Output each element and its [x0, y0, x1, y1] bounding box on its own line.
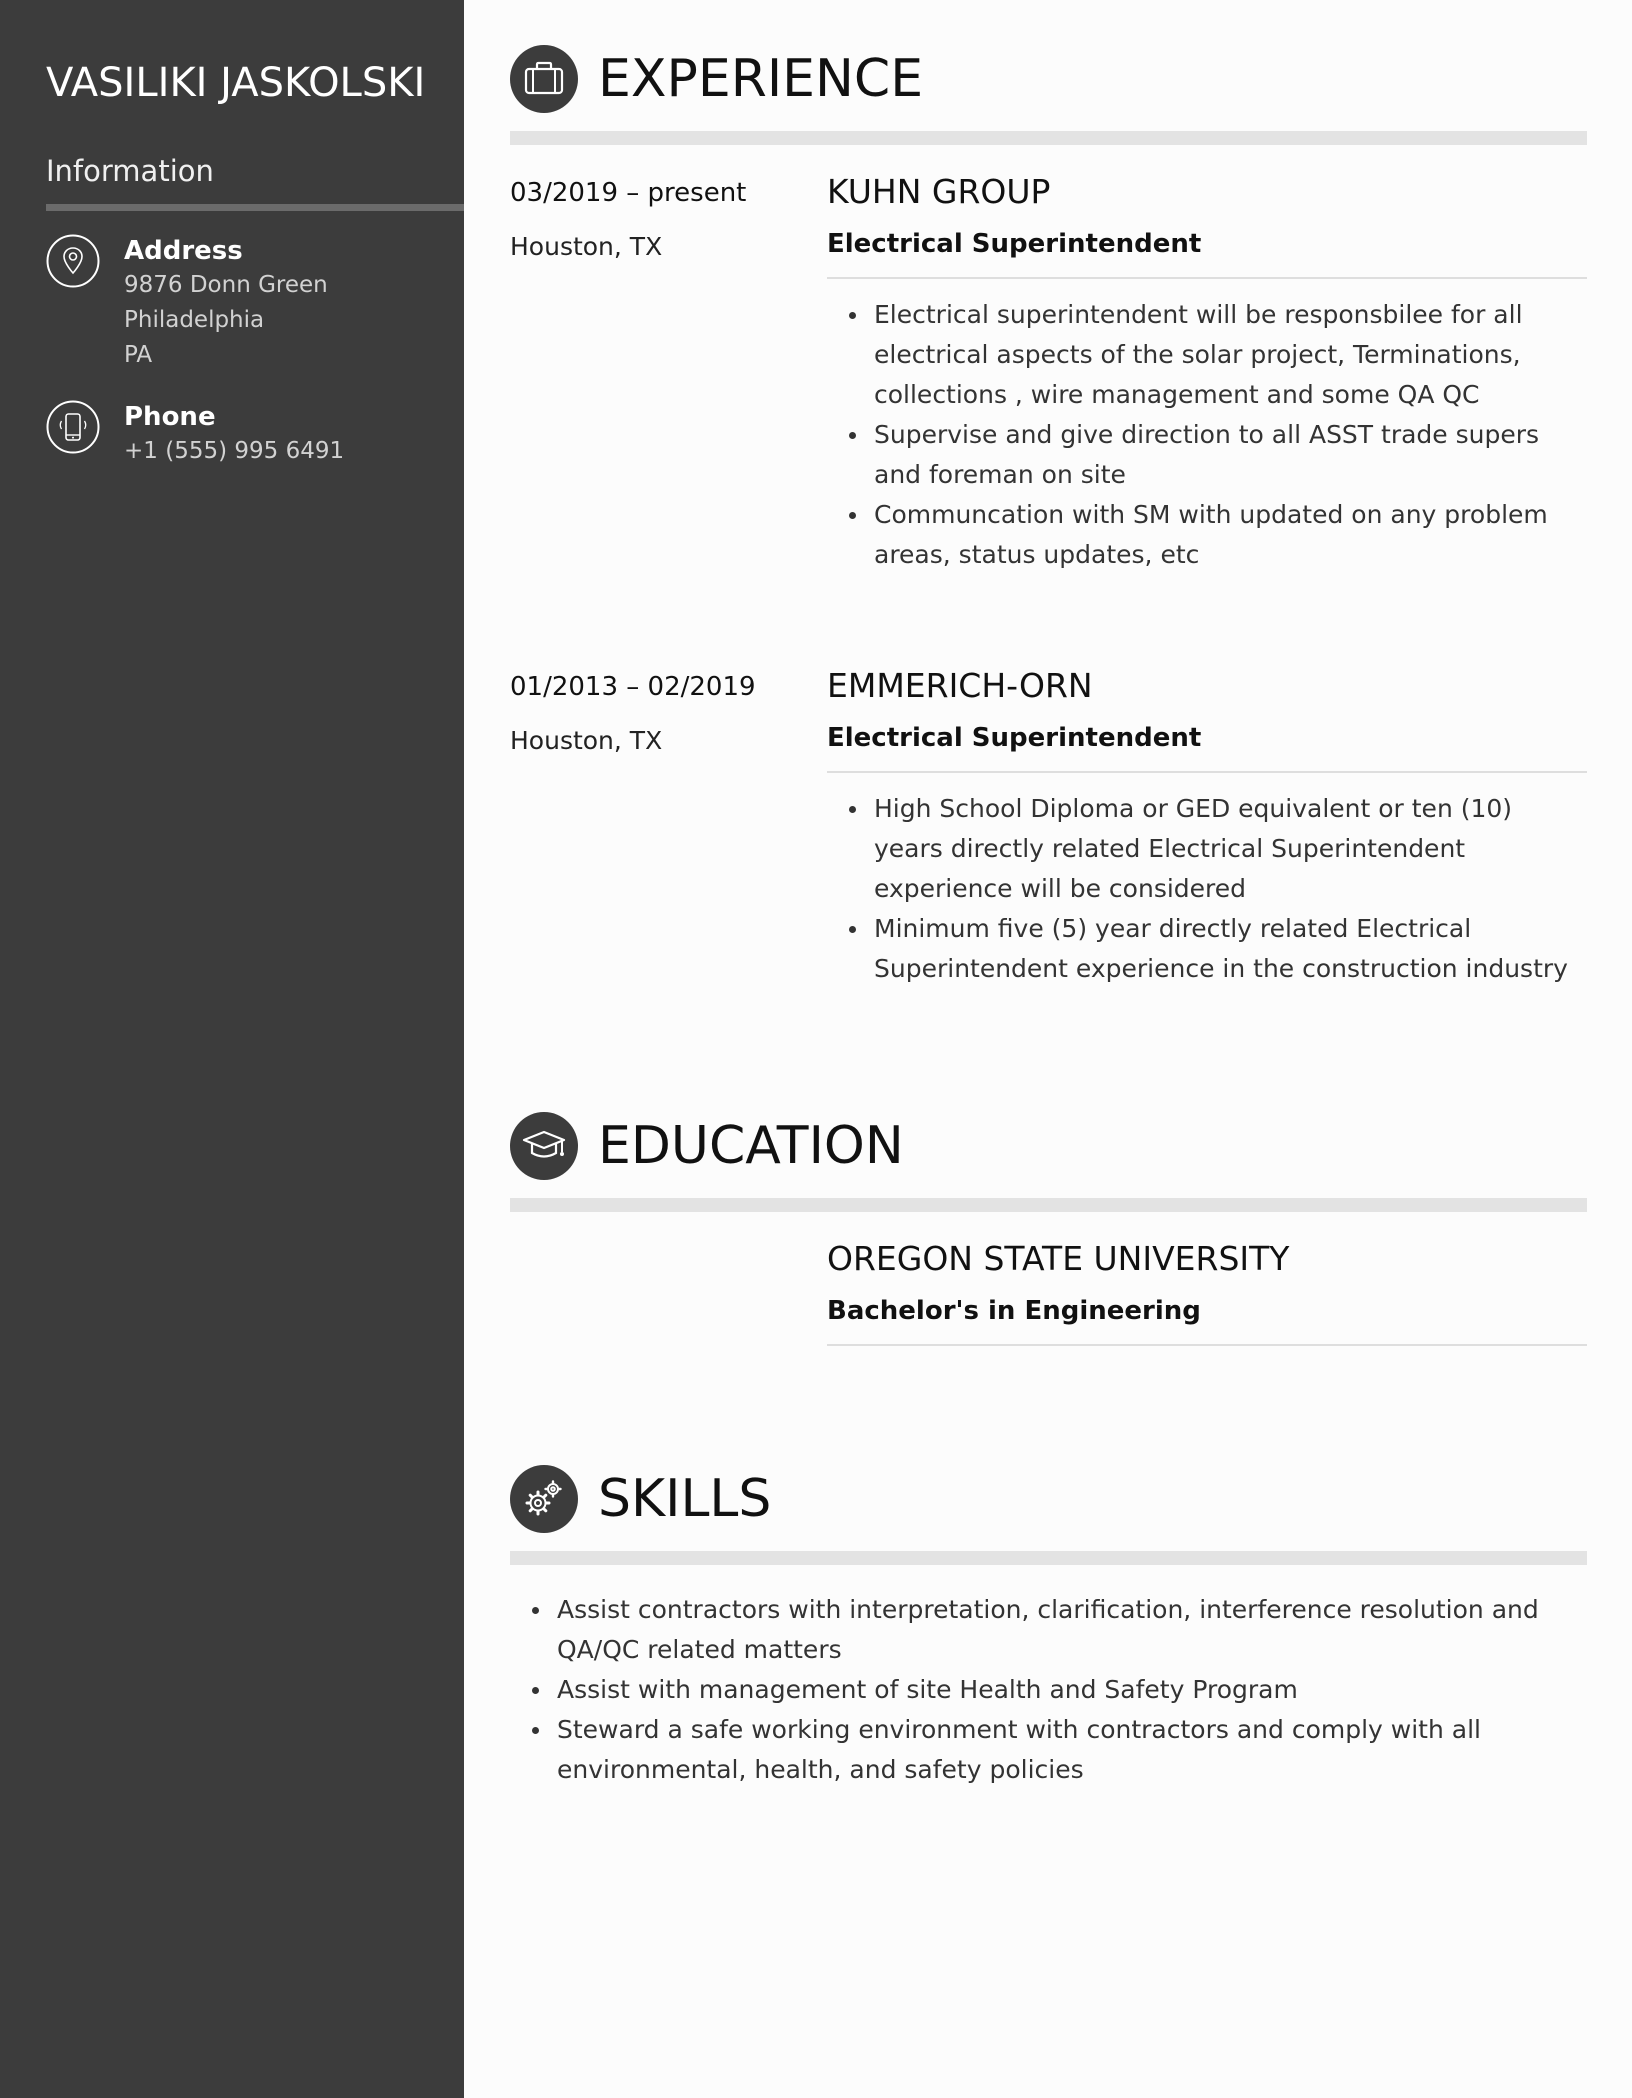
- phone-number: +1 (555) 995 6491: [124, 438, 345, 464]
- job-2-meta: [510, 670, 800, 758]
- list-item: Communcation with SM with updated on any problem areas, status updates, etc: [827, 495, 1587, 575]
- job-1-dates: 03/2019 – present: [510, 178, 747, 208]
- education-divider: [827, 1344, 1587, 1346]
- list-item: Assist contractors with interpretation, clarification, interference resolution and QA/QC related matters: [510, 1590, 1587, 1670]
- education-icon-badge: [510, 1112, 578, 1180]
- list-item: Electrical superintendent will be responsbilee for all electrical aspects of the solar project, Terminations, collections , wire management and some QA QC: [827, 295, 1587, 415]
- job-2-location: Houston, TX: [510, 726, 663, 755]
- experience-rule: [510, 131, 1587, 145]
- job-1-bullets: [827, 295, 1587, 575]
- job-2-company: EMMERICH-ORN: [827, 666, 1093, 705]
- education-school: OREGON STATE UNIVERSITY: [827, 1239, 1290, 1278]
- information-divider: [46, 204, 464, 211]
- list-item: Supervise and give direction to all ASST trade supers and foreman on site: [827, 415, 1587, 495]
- job-1-company: KUHN GROUP: [827, 172, 1051, 211]
- address-line-3: PA: [124, 342, 153, 368]
- skills-bullets: [510, 1590, 1587, 1790]
- address-line-2: Philadelphia: [124, 307, 265, 333]
- job-2-divider: [827, 771, 1587, 773]
- skills-title: SKILLS: [598, 1469, 772, 1529]
- job-1-divider: [827, 277, 1587, 279]
- job-1-details: [827, 171, 1587, 575]
- job-1-location: Houston, TX: [510, 232, 663, 261]
- education-degree: Bachelor's in Engineering: [827, 1296, 1201, 1326]
- job-1-role: Electrical Superintendent: [827, 229, 1202, 259]
- job-2-dates: 01/2013 – 02/2019: [510, 672, 756, 702]
- job-1-meta: [510, 176, 800, 264]
- experience-title: EXPERIENCE: [598, 49, 924, 109]
- location-pin-icon: [46, 234, 100, 288]
- gears-icon: [510, 1465, 578, 1533]
- phone-icon: [46, 400, 100, 454]
- skills-icon-badge: [510, 1465, 578, 1533]
- address-label: Address: [124, 236, 243, 266]
- skills-list: [510, 1590, 1587, 1790]
- list-item: High School Diploma or GED equivalent or ten (10) years directly related Electrical Superintendent experience will be considered: [827, 789, 1587, 909]
- list-item: Assist with management of site Health and Safety Program: [510, 1670, 1587, 1710]
- information-heading: Information: [46, 154, 214, 188]
- address-line-1: 9876 Donn Green: [124, 272, 328, 298]
- sidebar: [0, 0, 464, 2098]
- list-item: Minimum five (5) year directly related Electrical Superintendent experience in the construction industry: [827, 909, 1587, 989]
- list-item: Steward a safe working environment with contractors and comply with all environmental, health, and safety policies: [510, 1710, 1587, 1790]
- education-details: [827, 1238, 1587, 1346]
- candidate-name: VASILIKI JASKOLSKI: [46, 60, 426, 106]
- phone-label: Phone: [124, 402, 216, 432]
- education-title: EDUCATION: [598, 1116, 904, 1176]
- job-2-details: [827, 665, 1587, 989]
- skills-rule: [510, 1551, 1587, 1565]
- briefcase-icon: [510, 45, 578, 113]
- job-2-bullets: [827, 789, 1587, 989]
- graduation-cap-icon: [510, 1112, 578, 1180]
- education-rule: [510, 1198, 1587, 1212]
- experience-icon-badge: [510, 45, 578, 113]
- job-2-role: Electrical Superintendent: [827, 723, 1202, 753]
